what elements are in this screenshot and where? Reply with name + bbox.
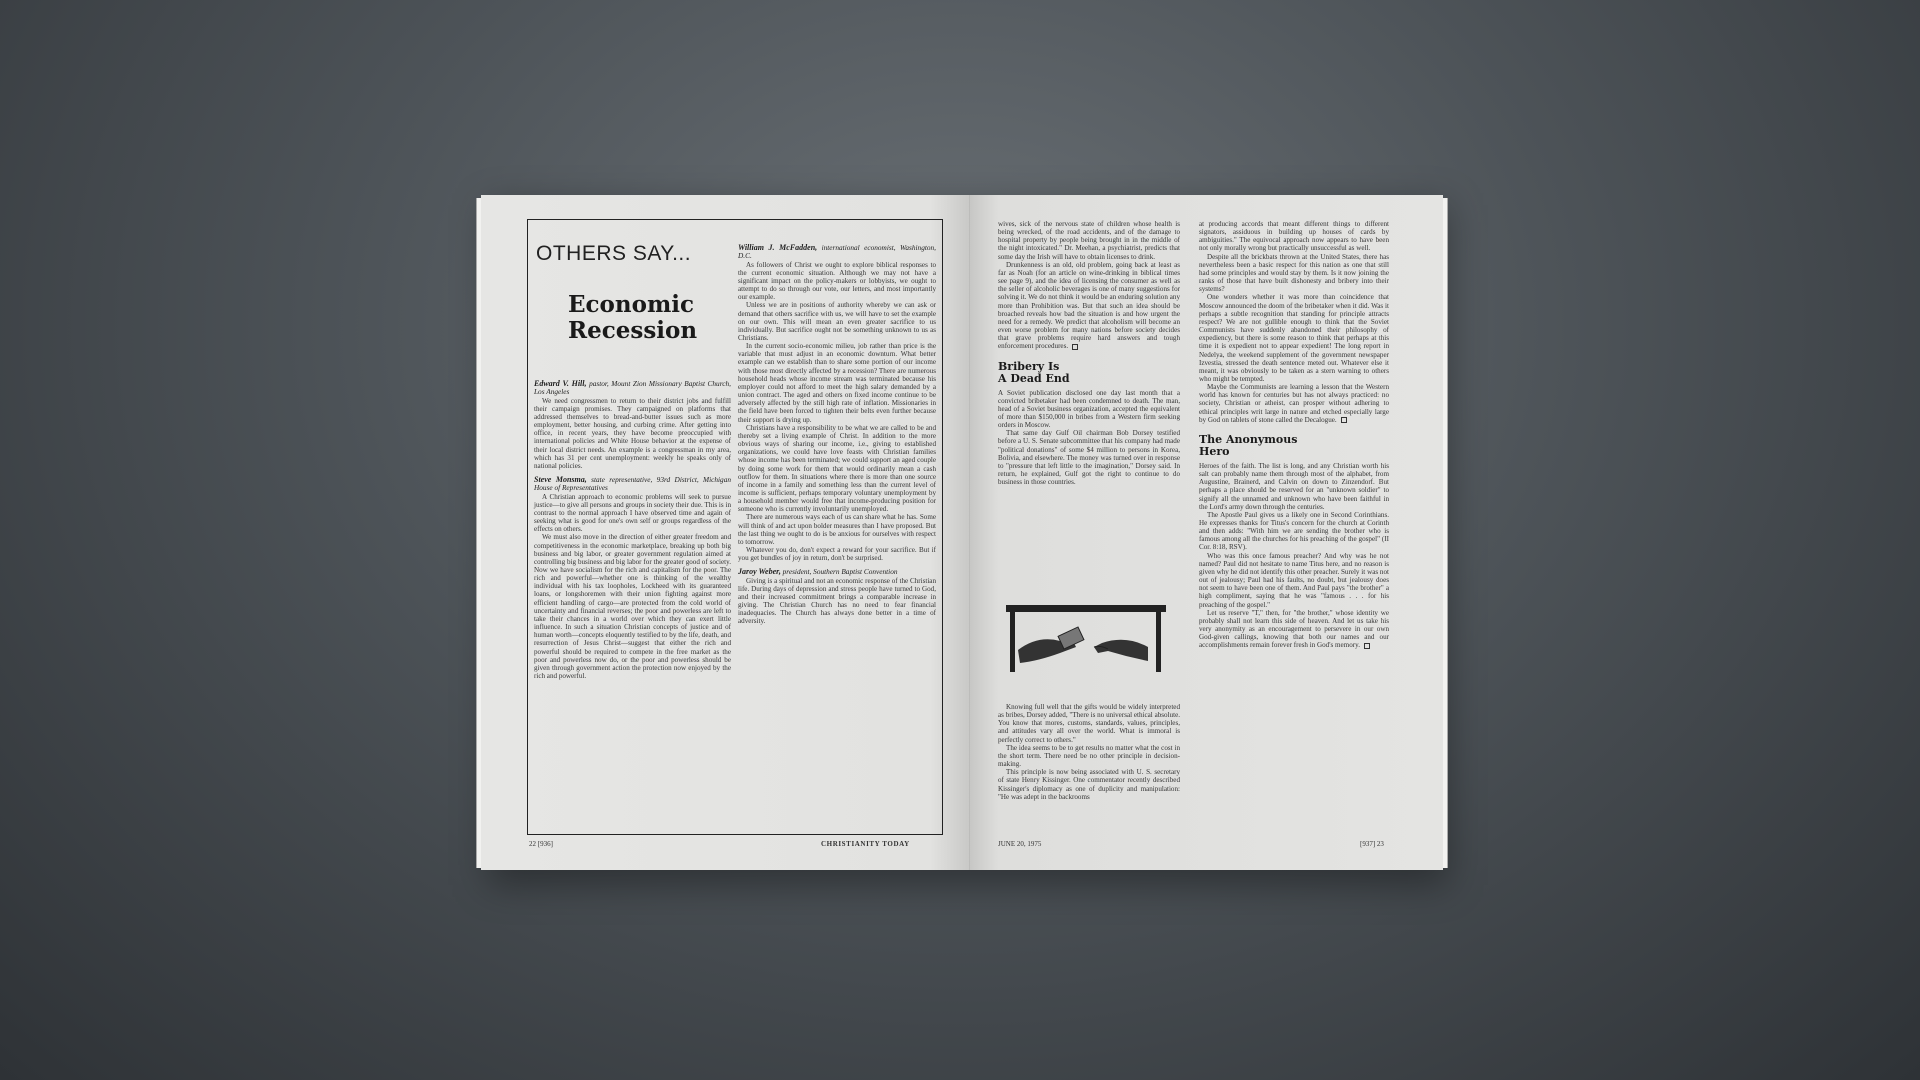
paragraph: The Apostle Paul gives us a likely one in Second Corinthians. He expresses thanks for Titus's concern for the church at Corinth and then adds: "With him we are sending the brother who is famous among all the churches for his preaching of the gospel" (II Cor. 8:18, RSV). — [1199, 510, 1389, 552]
folio-date: JUNE 20, 1975 — [998, 840, 1042, 848]
contributor-byline — [534, 380, 731, 397]
paragraph: We must also move in the direction of either greater freedom and competitiveness in the economic marketplace, breaking up both big business and big labor, or greater government regulation aimed at controlling big business and big labor for the greater good of society. Now we have socialism for the rich and capitalism for the poor. The rich and powerful—whether one is thinking of the wealthy individual with his tax loopholes, Lockheed with its guaranteed loans, or longshoremen with their union fighting against more efficient handling of cargo—are protected from the cold world of uncertainty and financial reverses; the poor and powerless are left to take their chances in a world over which they can exert little influence. In such a situation Christian concepts of justice and of human worth—concepts eloquently testified to by the life, death, and resurrection of Jesus Christ—suggest that either the rich and powerful should be required to compete in the free market as the poor and powerless now do, or the poor and powerless should be given through government action the protection now enjoyed by the rich and powerful. — [534, 533, 731, 681]
title-line-1: Bribery Is — [998, 359, 1060, 373]
contributor-name: Jaroy Weber, — [738, 567, 781, 577]
end-mark-icon — [1341, 417, 1347, 423]
contributor-affiliation: international economist, Washington, D.C. — [738, 243, 936, 261]
paragraph: Despite all the brickbats thrown at the United States, there has nevertheless been a basic respect for this nation as one that still had some principles and would stay by them. Is it now joining the ranks of those that have built dishonesty and bribery into their systems? — [1199, 252, 1389, 294]
anonymous-hero-title — [1199, 434, 1389, 458]
paragraph: That same day Gulf Oil chairman Bob Dorsey testified before a U. S. Senate subcommittee that his company had made "political donations" of some $4 million to persons in Korea, Bolivia, and elsewhere. The money was turned over in response to "pressure that left little to the imagination," Dorsey said. In return, he explained, Gulf got the right to continue to do business in those countries. — [998, 429, 1180, 487]
end-mark-icon — [1072, 344, 1078, 350]
paragraph: Whatever you do, don't expect a reward for your sacrifice. But if you get bundles of joy in return, don't be surprised. — [738, 546, 936, 563]
headline-line-1: Economic — [568, 291, 695, 318]
paragraph: In the current socio-economic milieu, job rather than price is the variable that must adjust in an economic downturn. What better example can we establish than to share some portion of our income with those most directly affected by a recession? There are numerous household heads whose income stream was terminated because his employer could not afford to meet the high salary demanded by a union contract. The aged and others on fixed income continue to be adversely affected by the still high rate of inflation. Missionaries in the field have been forced to tighten their belts even further because their support is drying up. — [738, 342, 936, 424]
paragraph: As followers of Christ we ought to explore biblical responses to the current economic situation. Although we may not have a significant impact on the policy-makers or lobbyists, we ought to attempt to do so through our vote, our letters, and most importantly our example. — [738, 260, 936, 302]
contributor-affiliation: state representative, 93rd District, Michigan House of Representatives — [534, 475, 731, 493]
bribery-title — [998, 361, 1180, 385]
paragraph — [998, 261, 1180, 351]
folio-page-number: 22 [936] — [529, 840, 553, 848]
title-line-1: The Anonymous — [1199, 432, 1298, 446]
paragraph: There are numerous ways each of us can share what he has. Some will think of and act upon bolder measures than I have proposed. But the last thing we ought to do is be anxious for ourselves with respect to tomorrow. — [738, 513, 936, 546]
title-line-2: A Dead End — [998, 371, 1070, 385]
left-page — [481, 195, 970, 870]
paragraph — [1199, 609, 1389, 650]
paragraph: A Soviet publication disclosed one day last month that a convicted bribetaker had been condemned to death. The man, head of a Soviet business organization, accepted the equivalent of more than $150,000 in bribes from a Western firm seeking orders in Moscow. — [998, 388, 1180, 430]
paragraph — [1199, 383, 1389, 424]
contributor-name: Steve Monsma, — [534, 475, 587, 484]
contributor-byline — [738, 568, 936, 576]
headline-line-2: Recession — [568, 317, 698, 344]
right-column-2 — [1199, 220, 1389, 650]
article-headline — [568, 292, 697, 344]
end-mark-icon — [1364, 643, 1370, 649]
paragraph: wives, sick of the nervous state of children whose health is being wrecked, of the road accidents, and of the damage to hospital property by people being brought in in the middle of the night intoxicated." Dr. Meehan, a psychiatrist, predicts that some day the Irish will have to obtain licenses to drink. — [998, 220, 1180, 261]
left-column-2 — [738, 240, 936, 626]
paragraph: A Christian approach to economic problems will seek to pursue justice—to give all persons and groups in society their due. This is in contrast to the normal approach I have observed time and again of seeking what is good for one's own self or groups regardless of the effects on others. — [534, 492, 731, 534]
contributor-byline — [738, 244, 936, 261]
paragraph: Heroes of the faith. The list is long, and any Christian worth his salt can probably name them through most of the alphabet, from Augustine, Brainerd, and Calvin on down to Zinzendorf. But perhaps a place should be reserved for an "unknown soldier" to signify all the unnamed and unknown who have been faithful in the Lord's army down through the centuries. — [1199, 461, 1389, 511]
left-column-1 — [534, 376, 731, 680]
title-line-2: Hero — [1199, 444, 1230, 458]
section-label: OTHERS SAY... — [536, 242, 692, 265]
contributor-byline — [534, 476, 731, 493]
paragraph: This principle is now being associated with U. S. secretary of state Henry Kissinger. One commentator recently described Kissinger's diplomacy as one of duplicity and manipulation: "He was adept in the backrooms — [998, 768, 1180, 801]
folio-page-number: [937] 23 — [1360, 840, 1384, 848]
contributor-affiliation: pastor, Mount Zion Missionary Baptist Church, Los Angeles — [534, 379, 731, 397]
folio-magazine-title: CHRISTIANITY TODAY — [821, 840, 910, 848]
contributor-affiliation: president, Southern Baptist Convention — [782, 567, 898, 577]
right-page — [970, 195, 1443, 870]
paragraph: at producing accords that meant different things to different signators, assiduous in building up houses of cards by ambiguities." The equivocal approach now appears to have been not only morally wrong but practically unsuccessful as well. — [1199, 220, 1389, 253]
paragraph: One wonders whether it was more than coincidence that Moscow announced the doom of the bribetaker when it did. Was it perhaps a subtle recognition that standing for principle attracts respect? We are not gullible enough to think that the Soviet Communists have suddenly abandoned their philosophy of expediency, but there is some reason to think that perhaps at this time it is expedient not to appear expedient! The long report in Nedelya, the weekend supplement of the government newspaper Izvestia, stressed the death sentence meted out. Whatever else it meant, it was obviously to be taken as a stern warning to others who might be tempted. — [1199, 293, 1389, 383]
paragraph: Giving is a spiritual and not an economic response of the Christian life. During days of depression and stress people have turned to God, and their increased commitment brings a comparable increase in giving. The Christian Church has no need to fear financial inadequacies. The Church has always done better in a time of adversity. — [738, 576, 936, 626]
paragraph-text: Let us reserve "T," then, for "the brother," whose identity we probably shall not learn this side of heaven. And let us take his very anonymity as an encouragement to persevere in our own God-given callings, knowing that both our names and our accomplishments remain forever fresh in God's memory. — [1199, 608, 1389, 650]
others-say-box — [527, 219, 943, 835]
contributor-name: William J. McFadden, — [738, 243, 818, 252]
paragraph-text: Maybe the Communists are learning a lesson that the Western world has known for centuries but has not always practiced: no society, Christian or atheist, can prosper without adhering to ethical principles writ large in nature and etched especially large by God on tablets of stone called the Decalogue. — [1199, 383, 1389, 424]
contributor-name: Edward V. Hill, — [534, 379, 587, 388]
right-column-1 — [998, 220, 1180, 486]
paragraph-text: Drunkenness is an old, old problem, going back at least as far as Noah (for an article on wine-drinking in biblical times see page 9), and the idea of licensing the consumer as well as the seller of alcoholic beverages is one of many suggestions for solving it. We do not think it would be an enduring solution any more than Prohibition was. But that such an idea should be broached reveals how bad the situation is and how urgent the need for a remedy. We predict that alcoholism will become an even worse problem for many nations before society decides that grave problems require hard answers and tough enforcement procedures. — [998, 260, 1180, 351]
paragraph: The idea seems to be to get results no matter what the cost in the short term. There need be no other principle in decision-making. — [998, 743, 1180, 769]
paragraph: Christians have a responsibility to be what we are called to be and thereby set a living example of Christ. In addition to the more obvious ways of sharing our income, i.e., giving to established organizations, we could have love feasts with Christian families whose income has been terminated; we could support an aged couple by doing some work for them that would ordinarily mean a cash outflow for them. In situations where there is more than one source of income in a family and something less than the current level of income is sufficient, perhaps temporary voluntary unemployment by a household member would free that income-producing position for someone who is currently involuntarily unemployed. — [738, 423, 936, 514]
paragraph: Knowing full well that the gifts would be widely interpreted as bribes, Dorsey added, "There is no universal ethical absolute. You know that mores, customs, standards, values, principles, and attitudes vary all over the world. What is immoral is perfectly correct to others." — [998, 703, 1180, 744]
right-column-1-lower — [998, 703, 1180, 801]
paragraph: Who was this once famous preacher? And why was he not named? Paul did not hesitate to name Titus here, and no reason is given why he did not identify this other preacher. Surely it was not out of jealousy; Paul had his faults, no doubt, but jealousy does not seem to have been one of them. And Paul pays "the brother" a high compliment, saying that he was "famous . . . for his preaching of the gospel." — [1199, 551, 1389, 609]
paragraph: We need congressmen to return to their district jobs and fulfill their campaign promises. They campaigned on platforms that addressed themselves to bread-and-butter issues such as more employment, better housing, and curbing crime. After getting into office, in recent years, they have become preoccupied with international policies and White House behavior at the expense of their local district needs. An example is a congressman in my area, which has 31 per cent unemployment: weekly he speaks only of national policies. — [534, 396, 731, 470]
bribery-illustration — [998, 595, 1173, 695]
paragraph: Unless we are in positions of authority whereby we can ask or demand that others sacrifice with us, we will have to set the example on our own. This will mean an even greater sacrifice to us individually. But sacrifice ought not be something unknown to us as Christians. — [738, 301, 936, 342]
